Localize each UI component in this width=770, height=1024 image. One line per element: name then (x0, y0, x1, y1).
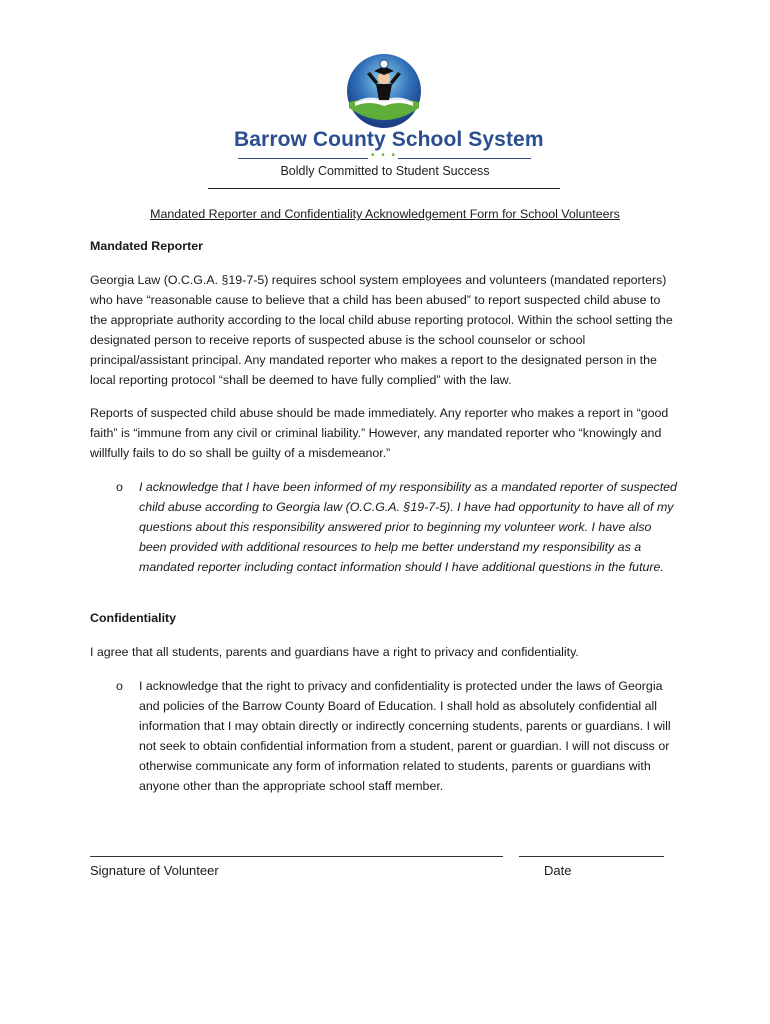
volunteer-signature-label: Signature of Volunteer (90, 863, 219, 878)
date-line[interactable] (519, 856, 664, 857)
bullet-marker: o (116, 480, 123, 494)
confidentiality-heading: Confidentiality (90, 611, 177, 625)
tagline-rule-right (398, 158, 531, 159)
mandated-reporter-heading: Mandated Reporter (90, 239, 203, 253)
header-divider (208, 188, 560, 189)
graduate-on-book-icon (345, 52, 423, 130)
mandated-reporter-law-paragraph: Georgia Law (O.C.G.A. §19-7-5) requires school system employees and volunteers (mandated reporters) who have “reasonable cause to believe that a child has been abused” to report suspected child abuse to the appropriate authority according to the local child abuse reporting protocol. Within the school setting the designated person to receive reports of suspected abuse is the school counselor or school principal/assistant principal. Any mandated reporter who makes a report to the designated person in the local reporting protocol “shall be deemed to have fully complied” with the law. (90, 273, 673, 387)
organization-name: Barrow County School System (234, 128, 544, 151)
confidentiality-acknowledgement-text: I acknowledge that the right to privacy and confidentiality is protected under the laws of Georgia and policies of the Barrow County Board of Education. I shall hold as absolutely confidential all information that I may obtain directly or indirectly concerning students, parents or guardians. I will not seek to obtain confidential information from a student, parent or guardian. I will not discuss or otherwise communicate any form of information related to students, parents or guardians with anyone other than the appropriate school staff member. (139, 679, 671, 793)
tagline-rule-left (238, 158, 368, 159)
date-label: Date (544, 863, 572, 878)
confidentiality-paragraph: I agree that all students, parents and guardians have a right to privacy and confidentiality. (90, 645, 579, 659)
school-logo (345, 52, 423, 130)
tagline: Boldly Committed to Student Success (280, 164, 490, 178)
form-title: Mandated Reporter and Confidentiality Acknowledgement Form for School Volunteers (150, 207, 620, 221)
tagline-dots: • • • (370, 150, 398, 161)
volunteer-signature-line[interactable] (90, 856, 503, 857)
mandated-reporter-immediacy-paragraph: Reports of suspected child abuse should be made immediately. Any reporter who makes a report in “good faith” is “immune from any civil or criminal liability.” However, any mandated reporter who “knowingly and willfully fails to do so shall be guilty of a misdemeanor.” (90, 406, 669, 460)
mandated-reporter-acknowledgement-text: I acknowledge that I have been informed of my responsibility as a mandated reporter of suspected child abuse according to Georgia law (O.C.G.A. §19-7-5). I have had opportunity to have all of my questions about this responsibility answered prior to beginning my volunteer work. I have also been provided with additional resources to help me better understand my responsibility as a mandated reporter including contact information should I have additional questions in the future. (139, 480, 677, 574)
bullet-marker: o (116, 679, 123, 693)
